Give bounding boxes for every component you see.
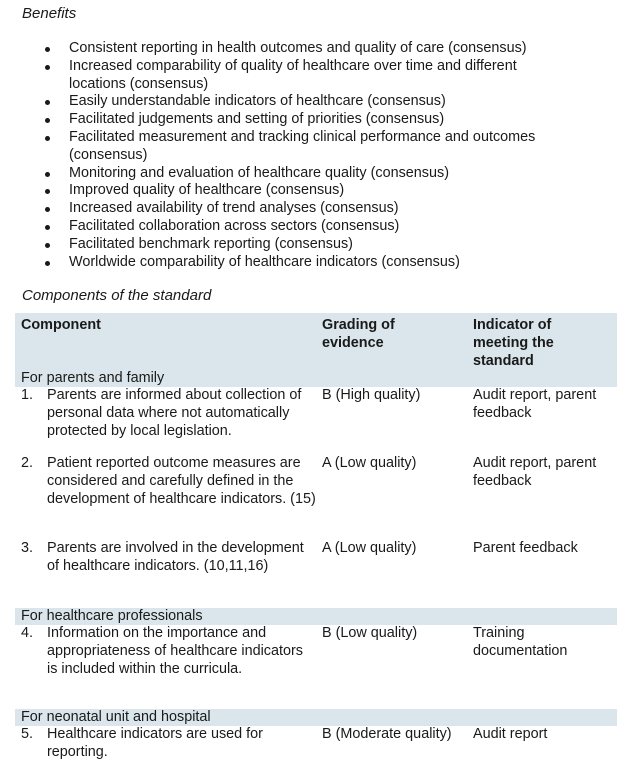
section-label: For neonatal unit and hospital <box>15 709 617 726</box>
benefit-item: Improved quality of healthcare (consensus) <box>0 182 549 200</box>
header-grading: Grading of evidence <box>322 317 395 351</box>
bullet-icon <box>45 172 50 177</box>
component-cell: Healthcare indicators are used for reporting. <box>47 726 263 760</box>
table-header <box>15 313 617 387</box>
table-row: 5. Healthcare indicators are used for reporting. B (Moderate quality) Audit report <box>15 726 617 766</box>
benefit-item: Facilitated measurement and tracking clinical performance and outcomes (consensus) <box>0 129 549 165</box>
benefits-heading: Benefits <box>22 5 77 22</box>
table-row: 4. Information on the importance and appropriateness of healthcare indicators is included within the curricula. B (Low quality) Training documentation <box>15 625 617 709</box>
bullet-icon <box>45 207 50 212</box>
table-row: 2. Patient reported outcome measures are considered and carefully defined in the development of healthcare indicators. (15) A (Low quality) Audit report, parent feedback <box>15 455 617 540</box>
header-indicator: Indicator of meeting the standard <box>473 317 554 369</box>
benefit-item: Facilitated benchmark reporting (consensus) <box>0 236 549 254</box>
table-row: 1. Parents are informed about collection of personal data where not automatically protected by local legislation. B (High quality) Audit report, parent feedback <box>15 387 617 455</box>
indicator-cell: Audit report, parent feedback <box>473 387 597 421</box>
bullet-icon <box>45 261 50 266</box>
benefit-item: Increased availability of trend analyses (consensus) <box>0 200 549 218</box>
indicator-cell: Parent feedback <box>473 540 578 556</box>
indicator-cell: Training documentation <box>473 625 568 659</box>
table-row: 3. Parents are involved in the development of healthcare indicators. (10,11,16) A (Low quality) Parent feedback <box>15 540 617 608</box>
benefit-item: Facilitated collaboration across sectors (consensus) <box>0 218 549 236</box>
bullet-icon <box>45 118 50 123</box>
section-label: For parents and family <box>21 370 165 386</box>
indicator-cell: Audit report <box>473 726 548 742</box>
grading-cell: A (Low quality) <box>322 455 417 471</box>
bullet-icon <box>45 243 50 248</box>
bullet-icon <box>45 100 50 105</box>
component-cell: Parents are involved in the development of healthcare indicators. (10,11,16) <box>47 540 304 574</box>
indicator-cell: Audit report, parent feedback <box>473 455 597 489</box>
benefit-item: Increased comparability of quality of healthcare over time and different locations (consensus) <box>0 58 549 94</box>
bullet-icon <box>45 65 50 70</box>
benefit-item: Consistent reporting in health outcomes and quality of care (consensus) <box>0 40 549 58</box>
benefit-item: Easily understandable indicators of healthcare (consensus) <box>0 93 549 111</box>
benefit-item: Facilitated judgements and setting of priorities (consensus) <box>0 111 549 129</box>
grading-cell: B (Low quality) <box>322 625 418 641</box>
components-heading: Components of the standard <box>22 287 212 304</box>
benefits-list <box>0 40 634 271</box>
grading-cell: B (High quality) <box>322 387 421 403</box>
bullet-icon <box>45 47 50 52</box>
grading-cell: A (Low quality) <box>322 540 417 556</box>
component-cell: Parents are informed about collection of personal data where not automatically protected by local legislation. <box>47 387 302 439</box>
benefit-item: Worldwide comparability of healthcare indicators (consensus) <box>0 254 549 272</box>
bullet-icon <box>45 189 50 194</box>
component-cell: Information on the importance and appropriateness of healthcare indicators is included within the curricula. <box>47 625 303 677</box>
section-label: For healthcare professionals <box>15 608 617 625</box>
bullet-icon <box>45 136 50 141</box>
header-component: Component <box>21 317 101 333</box>
component-cell: Patient reported outcome measures are considered and carefully defined in the development of healthcare indicators. (15) <box>47 455 316 507</box>
benefit-item: Monitoring and evaluation of healthcare quality (consensus) <box>0 165 549 183</box>
components-table <box>15 313 617 766</box>
grading-cell: B (Moderate quality) <box>322 726 452 742</box>
bullet-icon <box>45 225 50 230</box>
